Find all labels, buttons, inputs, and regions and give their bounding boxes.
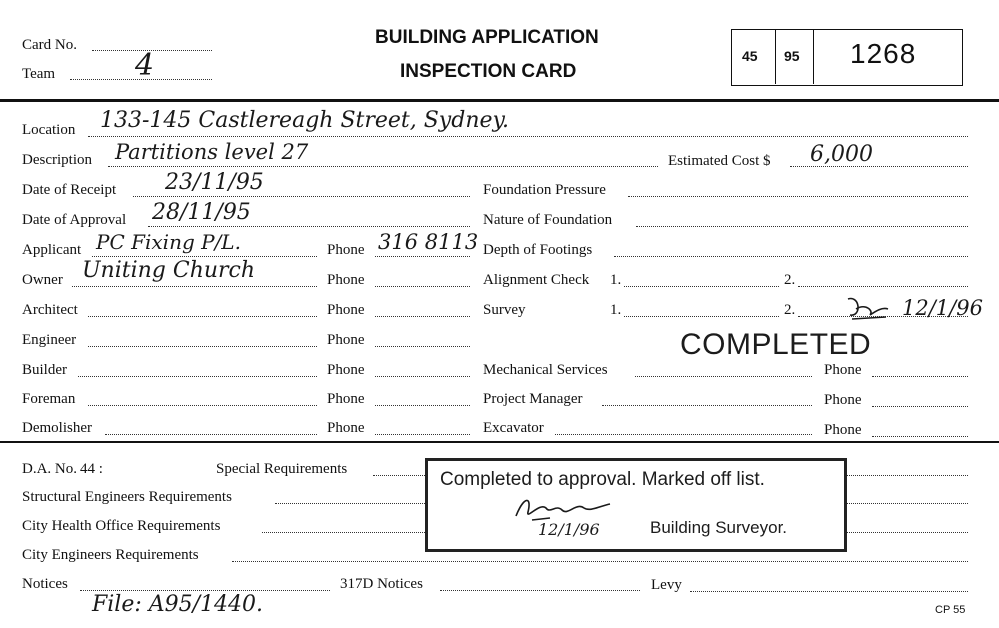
health-field	[262, 532, 425, 533]
structural-field	[275, 503, 425, 504]
date-receipt-value: 23/11/95	[165, 170, 264, 195]
special-requirements-field	[373, 475, 425, 476]
survey-2-value: 12/1/96	[902, 296, 983, 320]
special-requirements-field-end	[845, 475, 968, 476]
survey-initials-signature	[842, 293, 892, 323]
section-rule	[0, 441, 999, 443]
foundation-pressure-label: Foundation Pressure	[483, 182, 606, 198]
foreman-label: Foreman	[22, 391, 76, 407]
location-value: 133-145 Castlereagh Street, Sydney.	[100, 108, 510, 133]
survey-1-field	[624, 316, 779, 317]
notices-317d-field	[440, 590, 640, 591]
owner-phone-field	[375, 286, 470, 287]
stamp-date: 12/1/96	[538, 520, 600, 539]
title-line2: INSPECTION CARD	[400, 61, 577, 82]
box-code-45: 45	[742, 48, 758, 64]
builder-phone-field	[375, 376, 470, 377]
demolisher-phone-field	[375, 434, 470, 435]
alignment-check-2-field	[798, 286, 968, 287]
file-note: File: A95/1440.	[92, 592, 264, 617]
foundation-pressure-field	[628, 196, 968, 197]
structural-label: Structural Engineers Requirements	[22, 489, 232, 505]
nature-foundation-label: Nature of Foundation	[483, 212, 613, 228]
description-label: Description	[22, 152, 92, 168]
project-manager-field	[602, 405, 812, 406]
engineer-phone-field	[375, 346, 470, 347]
applicant-phone-field	[375, 256, 470, 257]
owner-phone-label: Phone	[327, 272, 365, 288]
form-code: CP 55	[935, 604, 966, 616]
date-receipt-label: Date of Receipt	[22, 182, 117, 198]
da-label: D.A. No.	[22, 461, 77, 477]
survey-label: Survey	[483, 302, 526, 318]
architect-field	[88, 316, 317, 317]
project-manager-phone-label: Phone	[824, 392, 862, 408]
location-label: Location	[22, 122, 76, 138]
survey-2: 2.	[784, 302, 796, 318]
project-manager-label: Project Manager	[483, 391, 583, 407]
demolisher-field	[105, 434, 317, 435]
excavator-field	[555, 434, 812, 435]
foreman-phone-field	[375, 405, 470, 406]
levy-field	[690, 591, 968, 592]
estimated-cost-value: 6,000	[810, 142, 873, 167]
notices-label: Notices	[22, 576, 68, 592]
architect-label: Architect	[22, 302, 78, 318]
city-engineers-field	[232, 561, 968, 562]
box-divider-2	[813, 29, 814, 84]
excavator-phone-field	[872, 436, 968, 437]
card-number-box	[731, 29, 963, 86]
stamp-role: Building Surveyor.	[650, 518, 788, 537]
demolisher-label: Demolisher	[22, 420, 92, 436]
structural-field-end	[845, 503, 968, 504]
applicant-phone-label: Phone	[327, 242, 365, 258]
applicant-value: PC Fixing P/L.	[96, 230, 241, 254]
excavator-phone-label: Phone	[824, 422, 862, 438]
applicant-field	[92, 256, 317, 257]
survey-1: 1.	[610, 302, 622, 318]
mechanical-phone-field	[872, 376, 968, 377]
alignment-check-label: Alignment Check	[483, 272, 590, 288]
health-label: City Health Office Requirements	[22, 518, 221, 534]
header-rule	[0, 99, 999, 102]
description-field	[108, 166, 658, 167]
alignment-check-1-field	[624, 286, 779, 287]
engineer-field	[88, 346, 317, 347]
demolisher-phone-label: Phone	[327, 420, 365, 436]
builder-phone-label: Phone	[327, 362, 365, 378]
estimated-cost-label: Estimated Cost $	[668, 153, 771, 169]
depth-footings-field	[614, 256, 968, 257]
mechanical-phone-label: Phone	[824, 362, 862, 378]
foreman-phone-label: Phone	[327, 391, 365, 407]
builder-label: Builder	[22, 362, 67, 378]
team-label: Team	[22, 66, 56, 82]
applicant-phone-value: 316 8113	[378, 230, 479, 254]
alignment-check-1: 1.	[610, 272, 622, 288]
description-value: Partitions level 27	[115, 140, 309, 164]
card-number: 1268	[850, 38, 917, 69]
alignment-check-2: 2.	[784, 272, 796, 288]
mechanical-field	[635, 376, 812, 377]
project-manager-phone-field	[872, 406, 968, 407]
card-no-label: Card No.	[22, 37, 77, 53]
architect-phone-field	[375, 316, 470, 317]
engineer-label: Engineer	[22, 332, 77, 348]
excavator-label: Excavator	[483, 420, 544, 436]
engineer-phone-label: Phone	[327, 332, 365, 348]
depth-footings-label: Depth of Footings	[483, 242, 593, 258]
location-field	[88, 136, 968, 137]
date-receipt-field	[133, 196, 470, 197]
date-approval-field	[148, 226, 470, 227]
mechanical-label: Mechanical Services	[483, 362, 608, 378]
stamp-text: Completed to approval. Marked off list.	[440, 469, 765, 490]
special-requirements-label: Special Requirements	[216, 461, 348, 477]
city-engineers-label: City Engineers Requirements	[22, 547, 199, 563]
owner-field	[72, 286, 317, 287]
notices-317d-label: 317D Notices	[340, 576, 423, 592]
box-code-95: 95	[784, 48, 800, 64]
box-divider-1	[775, 29, 776, 84]
completed-stamp: COMPLETED	[680, 328, 872, 361]
health-field-end	[845, 532, 968, 533]
levy-label: Levy	[651, 577, 682, 593]
da-value: 44 :	[80, 461, 103, 477]
title-line1: BUILDING APPLICATION	[375, 27, 599, 48]
date-approval-label: Date of Approval	[22, 212, 127, 228]
owner-value: Uniting Church	[82, 258, 256, 283]
builder-field	[78, 376, 317, 377]
applicant-label: Applicant	[22, 242, 82, 258]
nature-foundation-field	[636, 226, 968, 227]
date-approval-value: 28/11/95	[152, 200, 251, 225]
foreman-field	[88, 405, 317, 406]
team-value: 4	[135, 48, 155, 83]
owner-label: Owner	[22, 272, 63, 288]
notices-field	[80, 590, 330, 591]
architect-phone-label: Phone	[327, 302, 365, 318]
